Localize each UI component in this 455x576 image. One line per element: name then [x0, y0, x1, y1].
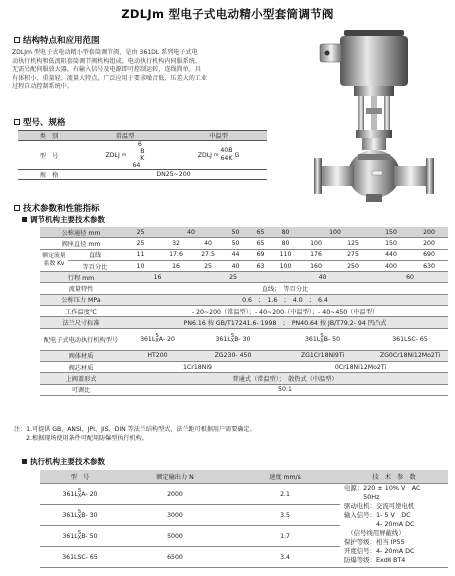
temp-row: 工作温度℃ - 20~200（常温型）；- 40~200（中温型）；- 40~450（中温型） [40, 306, 448, 317]
intro-line: 无需另配伺服放大器，有输入信号及电源即可控制运转，连线简单，具 [12, 66, 201, 74]
subsection-valve-heading [22, 214, 105, 225]
section-structure-heading [14, 34, 100, 46]
table-notes [14, 425, 256, 443]
stroke-row: 行程 mm 16 25 40 60 [40, 272, 448, 283]
table-header: 型 号 [40, 470, 120, 484]
section-tech-heading [14, 202, 100, 214]
pressure-row: 公称压力 MPa 0.6 ； 1.6 ； 4.0 ； 6.4 [40, 294, 448, 305]
table-header: 常温型 [80, 131, 170, 141]
actuator-spec: 电源：220 ± 10% V AC 50Hz 驱动电机：交流可逆电机 输入信号：1- 5 V DC 4- 20mA DC （信号线用屏蔽线） 保护等级：相当 IP55 开度信号：4- 20mA DC 防爆等级：ExdⅡ BT4 [340, 484, 448, 568]
trim-material-row: 阀芯材质 1Cr18Ni9 0Cr18Ni12Mo2Ti [40, 361, 448, 372]
seat-row: 阀座直径 mm 25 32 40 50 65 80 100 125 150 200 [40, 238, 448, 249]
valve-illustration [300, 26, 450, 212]
model-mid: ZDLJ m 40B 64K G [170, 141, 267, 170]
kv-eq-row: 等百分比 10 16 25 40 63 100 160 250 400 630 [40, 260, 448, 271]
table-row: 361L S X B- 30 3000 3.5 [40, 505, 448, 526]
spec-value: DN25~200 [80, 170, 267, 180]
model-label: 型 号 [18, 141, 80, 170]
diameter-row: 公称通径 mm 25 40 50 65 80 100 150 200 [40, 227, 448, 238]
table-row: 361LSC- 65 6500 3.4 [40, 547, 448, 568]
page-title: ZDLJm 型电子式电动精小型套筒调节阀 [121, 7, 334, 21]
subsection-title: 调节机构主要技术参数 [30, 215, 105, 224]
model-spec-table [18, 130, 267, 180]
table-row: 361L S X A- 20 2000 2.1 电源：220 ± 10% V AC 50Hz 驱动电机：交流可逆电机 输入信号：1- 5 V DC 4- 20mA DC （信号线用屏蔽线） 保护等级：相当 IP55 开度信号：4- 20mA DC 防爆等级：ExdⅡ BT4 [40, 484, 448, 505]
section-title: 技术参数和性能指标 [23, 204, 100, 214]
box-bullet-icon [14, 205, 20, 211]
note-line: 2.根据现场使用条件可配用防爆型执行机构。 [14, 435, 148, 442]
section-title: 结构特点和应用范围 [23, 36, 100, 46]
intro-line: ZDLJm 型电子式电动精小型套筒调节阀，是由 361DL 系列电子式电 [12, 49, 198, 56]
box-bullet-icon [14, 37, 20, 43]
table-header: 速度 mm/s [230, 470, 340, 484]
table-header: 中温型 [170, 131, 267, 141]
kv-label: 额定流量 系数 Kv [40, 249, 68, 272]
section-model-heading [14, 116, 66, 128]
intro-line: 有体积小、重量轻、流量大特点，广泛应用于要求噪音低、压差大的工业 [12, 74, 207, 82]
table-row: 361L S X B- 50 5000 1.7 [40, 526, 448, 547]
intro-line: 动执行机构和低流阻套筒调节阀机构组成。电动执行机构内伺服系统、 [12, 57, 201, 65]
square-bullet-icon [22, 217, 27, 222]
model-normal: ZDLJ m 6 B K 64 [80, 141, 170, 170]
box-bullet-icon [14, 119, 20, 125]
note-line: 注：1.可提供 GB、ANSI、JPI、JIS、DIN 等法兰结构型式，法兰距可根据用户需要确定。 [14, 426, 256, 433]
body-material-row: 阀体材质 HT200 ZG230- 450 ZG1Cr18Ni9Ti ZG0Cr18Ni12Mo2Ti [40, 350, 448, 361]
table-header: 类 别 [18, 131, 80, 141]
table-header: 额定输出力 N [120, 470, 230, 484]
actuator-row: 配电子式电动执行机构型号 361L S X A- 20 361L S X B- 30 361L S X B- 50 361LSC- 65 [40, 328, 448, 350]
subsection-title: 执行机构主要技术参数 [30, 457, 105, 466]
spec-label: 规 格 [18, 170, 80, 180]
square-bullet-icon [22, 459, 27, 464]
range-row: 可调比 50:1 [40, 384, 448, 395]
subsection-actuator-heading [22, 456, 105, 467]
section-title: 型号、规格 [23, 118, 66, 128]
valve-params-table [40, 227, 448, 396]
flow-row: 流量特性 直线； 等百分比 [40, 283, 448, 294]
actuator-params-table [40, 470, 448, 568]
intro-line: 过程自动控制系统中。 [12, 83, 73, 91]
table-header: 技 术 参 数 [340, 470, 448, 484]
bonnet-row: 上阀盖形式 普通式（常温型）； 散热式（中温型） [40, 373, 448, 384]
intro-paragraph [12, 49, 280, 92]
kv-linear-row: 额定流量 系数 Kv 直线 11 17.6 27.5 44 69 110 176 275 440 690 [40, 249, 448, 260]
flange-row: 法兰尺寸标准 PN6.16 按 GB/T17241.6- 1998 ； PN40.64 按 JB/T79.2- 94 凹凸式 [40, 317, 448, 328]
